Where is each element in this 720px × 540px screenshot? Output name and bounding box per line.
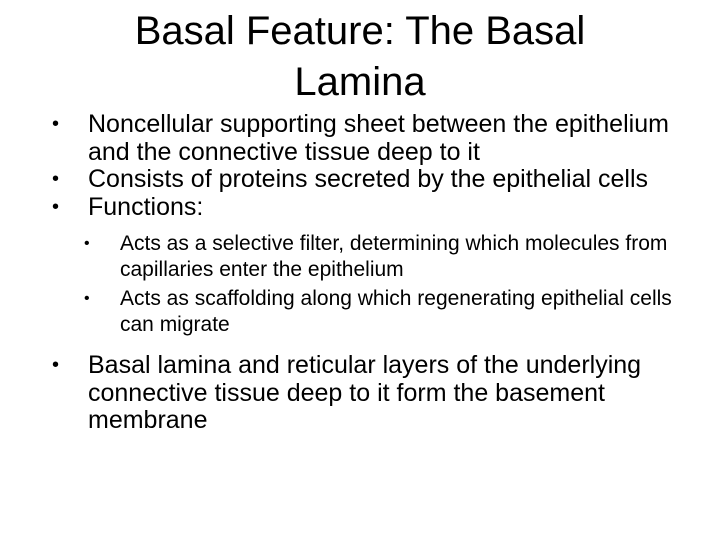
bullet-item (52, 166, 692, 194)
sub-bullet-icon: • (84, 235, 90, 252)
bullet-text: Noncellular supporting sheet between the epithelium and the connective tissue deep to it (88, 110, 669, 166)
bullet-item (52, 111, 692, 166)
bullet-icon: • (52, 195, 60, 218)
sub-bullet-text: Acts as scaffolding along which regenerating epithelial cells can migrate (120, 287, 672, 336)
slide-title-line-1: Basal Feature: The Basal (134, 9, 586, 53)
bullet-text: Basal lamina and reticular layers of the underlying connective tissue deep to it form the basement membrane (88, 351, 642, 434)
bullet-icon: • (52, 113, 60, 135)
bullet-item (52, 352, 692, 435)
slide-title (60, 6, 660, 108)
bullet-icon: • (52, 354, 60, 376)
sub-bullet-item (84, 231, 692, 283)
bullet-icon: • (52, 168, 60, 190)
sub-bullet-item (84, 286, 692, 338)
sub-bullet-icon: • (84, 290, 90, 307)
slide-title-line-2: Lamina (294, 60, 426, 104)
sub-bullet-text: Acts as a selective filter, determining which molecules from capillaries enter the epithelium (120, 232, 668, 281)
slide-body (52, 111, 692, 435)
bullet-text: Functions: (88, 192, 204, 221)
bullet-item (52, 194, 692, 222)
bullet-text: Consists of proteins secreted by the epithelial cells (88, 165, 649, 193)
